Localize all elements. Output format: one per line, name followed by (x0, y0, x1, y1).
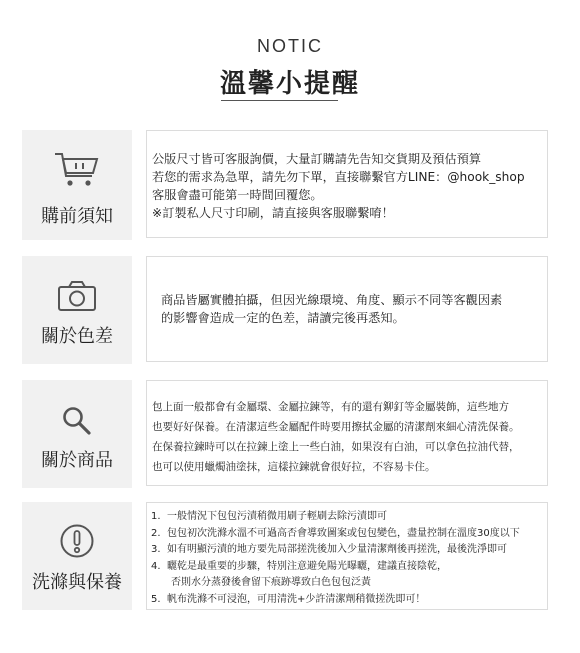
section-icon-panel (22, 502, 132, 610)
section-label: 洗滌與保養 (32, 572, 122, 593)
content-line: 也要好好保養。在清潔這些金屬配件時要用擦拭金屬的清潔劑來細心清洗保養。 (152, 421, 520, 433)
content-line: 若您的需求為急單，請先勿下單，直接聯繫官方LINE：@hook_shop (152, 170, 525, 184)
section-washing-care (22, 502, 550, 610)
list-text: 帆布洗滌不可浸泡，可用清洗+少許清潔劑稍微搓洗即可！ (167, 593, 426, 605)
content-line: 也可以使用蠟燭油塗抹，這樣拉鍊就會很好拉，不容易卡住。 (152, 461, 436, 473)
list-number: 2. (151, 527, 161, 539)
section-color-difference (22, 256, 550, 364)
content-line: ※訂製私人尺寸印刷，請直接與客服聯繫唷！ (152, 206, 394, 220)
list-text: 如有明顯污漬的地方要先局部搓洗後加入少量清潔劑後再搓洗，最後洗淨即可 (167, 544, 507, 555)
section-content-box (146, 256, 548, 362)
list-text: 一般情況下包包污漬稍微用刷子輕刷去除污漬即可 (167, 511, 387, 522)
list-item (151, 509, 547, 526)
section-pre-purchase (22, 130, 550, 240)
list-text: 曬乾是最重要的步驟，特別注意避免陽光曝曬，建議直接陰乾， (167, 560, 447, 572)
section-label: 購前須知 (41, 206, 113, 227)
content-line: 公版尺寸皆可客服詢價，大量訂購請先告知交貨期及預估預算 (152, 152, 482, 166)
page-title: 溫馨小提醒 (219, 69, 360, 99)
list-number: 4. (151, 560, 161, 572)
content-line: 的影響會造成一定的色差，請讀完後再悉知。 (161, 311, 405, 325)
list-item (151, 559, 547, 576)
content-line: 客服會盡可能第一時間回覆您。 (152, 188, 323, 202)
magnifier-icon (22, 403, 132, 439)
list-number: 5. (151, 593, 161, 605)
section-about-products (22, 380, 550, 488)
section-content-box (146, 502, 548, 610)
list-item (151, 592, 547, 609)
list-number: 1. (151, 511, 161, 522)
list-text: 否則水分蒸發後會留下痕跡導致白色包包泛黃 (171, 577, 371, 588)
section-icon-panel (22, 256, 132, 364)
title-underline (221, 100, 338, 101)
section-label: 關於色差 (41, 326, 113, 347)
section-icon-panel (22, 130, 132, 240)
list-text: 包包初次洗滌水溫不可過高否會導致圖案或包包變色，盡量控制在溫度30度以下 (167, 527, 520, 539)
shopping-cart-icon (22, 150, 132, 190)
content-line: 包上面一般都會有金屬環、金屬拉鍊等，有的還有鉚釘等金屬裝飾，這些地方 (152, 401, 509, 413)
content-line: 商品皆屬實體拍攝，但因光線環境、角度、顯示不同等客觀因素 (161, 293, 503, 307)
section-content-box (146, 130, 548, 238)
notic-heading: NOTIC (257, 36, 323, 56)
list-number: 3. (151, 544, 161, 555)
list-item (151, 542, 547, 559)
content-line: 在保養拉鍊時可以在拉鍊上塗上一些白油，如果沒有白油，可以拿色拉油代替， (152, 441, 520, 453)
list-item-continuation (151, 575, 547, 592)
section-label: 關於商品 (41, 450, 113, 471)
section-content-box (146, 380, 548, 486)
section-icon-panel (22, 380, 132, 488)
camera-icon (22, 279, 132, 313)
exclamation-circle-icon (22, 522, 132, 560)
list-item (151, 526, 547, 543)
